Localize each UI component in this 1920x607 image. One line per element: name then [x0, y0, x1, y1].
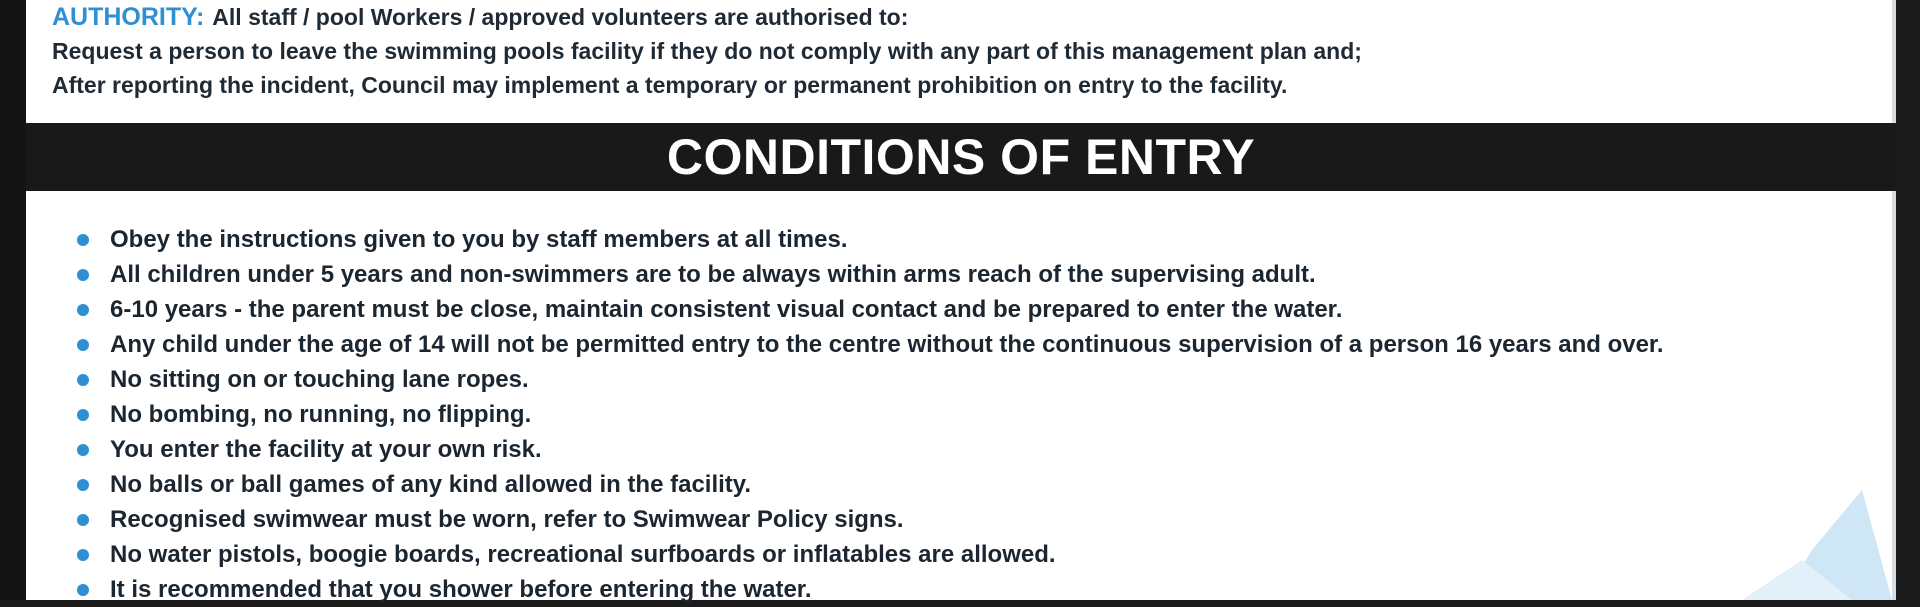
condition-text: It is recommended that you shower before entering the water. — [110, 576, 812, 603]
condition-text: You enter the facility at your own risk. — [110, 436, 542, 463]
condition-text: No bombing, no running, no flipping. — [110, 401, 532, 428]
condition-text: All children under 5 years and non-swimmers are to be always within arms reach of the supervising adult. — [110, 261, 1316, 288]
list-item — [76, 572, 1664, 607]
list-item — [76, 502, 1664, 537]
list-item — [76, 362, 1664, 397]
bullet-icon — [77, 374, 89, 386]
authority-section — [52, 0, 1852, 102]
conditions-list — [76, 222, 1664, 607]
list-item — [76, 292, 1664, 327]
list-item — [76, 257, 1664, 292]
bullet-icon — [77, 339, 89, 351]
list-item — [76, 327, 1664, 362]
page-title: CONDITIONS OF ENTRY — [666, 129, 1256, 185]
bullet-icon — [77, 304, 89, 316]
bullet-icon — [77, 514, 89, 526]
bullet-icon — [77, 409, 89, 421]
bullet-icon — [77, 444, 89, 456]
list-item — [76, 537, 1664, 572]
bullet-icon — [77, 234, 89, 246]
condition-text: Any child under the age of 14 will not be permitted entry to the centre without the continuous supervision of a person 16 years and over. — [110, 331, 1664, 358]
condition-text: Recognised swimwear must be worn, refer to Swimwear Policy signs. — [110, 506, 904, 533]
condition-text: No balls or ball games of any kind allowed in the facility. — [110, 471, 752, 498]
sail-logo-icon — [1682, 490, 1902, 600]
authority-label: AUTHORITY: — [52, 3, 205, 31]
authority-intro: All staff / pool Workers / approved volunteers are authorised to: — [212, 4, 909, 30]
condition-text: No sitting on or touching lane ropes. — [110, 366, 529, 393]
condition-text: Obey the instructions given to you by staff members at all times. — [110, 226, 848, 253]
list-item — [76, 222, 1664, 257]
conditions-header-band — [26, 123, 1896, 191]
list-item — [76, 432, 1664, 467]
list-item — [76, 397, 1664, 432]
authority-line-2: After reporting the incident, Council may implement a temporary or permanent prohibition on entry to the facility. — [52, 72, 1288, 98]
sign-left-frame — [0, 0, 26, 600]
condition-text: No water pistols, boogie boards, recreational surfboards or inflatables are allowed. — [110, 541, 1056, 568]
authority-line-1: Request a person to leave the swimming pools facility if they do not comply with any part of this management plan and; — [52, 38, 1362, 64]
bullet-icon — [77, 479, 89, 491]
condition-text: 6-10 years - the parent must be close, maintain consistent visual contact and be prepared to enter the water. — [110, 296, 1343, 323]
bullet-icon — [77, 549, 89, 561]
bullet-icon — [77, 269, 89, 281]
authority-intro-line — [52, 0, 1852, 34]
list-item — [76, 467, 1664, 502]
bullet-icon — [77, 584, 89, 596]
